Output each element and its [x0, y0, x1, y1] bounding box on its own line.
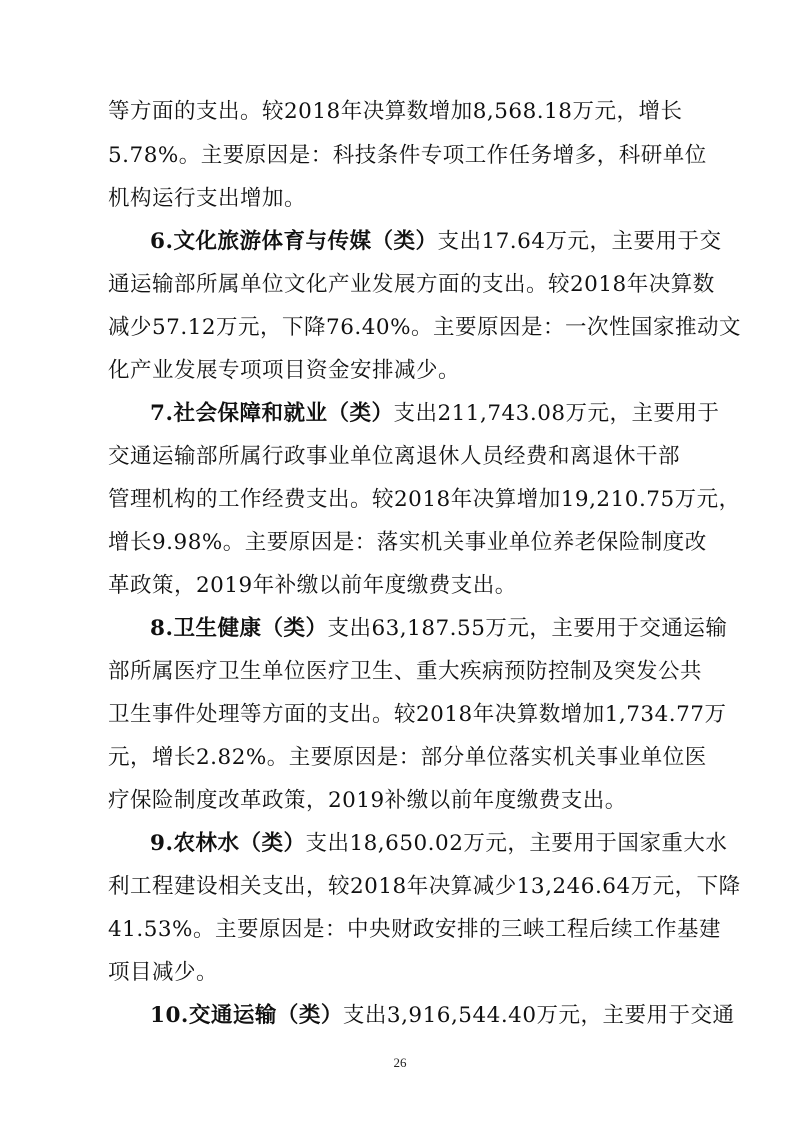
text-line	[108, 699, 727, 731]
section-heading-line	[150, 1000, 735, 1032]
section-heading-line	[150, 828, 728, 860]
section-heading: 9.农林水（类）	[150, 831, 306, 856]
text-line	[108, 914, 721, 946]
line-text: 支出3,916,544.40万元，主要用于交通	[342, 1003, 735, 1028]
section-heading-line	[150, 613, 728, 645]
text-line	[108, 484, 741, 516]
page-number: 26	[393, 1055, 407, 1070]
text-line	[108, 140, 708, 172]
line-text: 支出211,743.08万元，主要用于	[393, 401, 720, 426]
line-text: 支出17.64万元，主要用于交	[437, 229, 722, 254]
text-line	[108, 183, 708, 215]
line-text: 41.53%。主要原因是：中央财政安排的三峡工程后续工作基建	[108, 917, 721, 942]
text-line	[108, 96, 708, 128]
line-text: 通运输部所属单位文化产业发展方面的支出。较2018年决算数	[108, 272, 715, 297]
text-line	[108, 871, 741, 903]
text-line	[108, 570, 708, 602]
section-heading: 7.社会保障和就业（类）	[150, 401, 394, 426]
text-line	[108, 742, 708, 774]
text-line	[108, 269, 715, 301]
text-line	[108, 312, 742, 344]
section-heading: 10.交通运输（类）	[150, 1003, 343, 1028]
line-text: 管理机构的工作经费支出。较2018年决算增加19,210.75万元，	[108, 487, 741, 512]
line-text: 疗保险制度改革政策，2019补缴以前年度缴费支出。	[108, 788, 627, 813]
section-heading: 8.卫生健康（类）	[150, 616, 328, 641]
line-text: 支出63,187.55万元，主要用于交通运输	[327, 616, 728, 641]
line-text: 5.78%。主要原因是：科技条件专项工作任务增多，科研单位	[108, 143, 707, 168]
line-text: 支出18,650.02万元，主要用于国家重大水	[305, 831, 728, 856]
line-text: 项目减少。	[108, 960, 219, 985]
text-line	[108, 527, 708, 559]
text-line	[108, 785, 708, 817]
line-text: 增长9.98%。主要原因是：落实机关事业单位养老保险制度改	[108, 530, 707, 555]
line-text: 元，增长2.82%。主要原因是：部分单位落实机关事业单位医	[108, 745, 707, 770]
section-heading-line	[150, 226, 722, 258]
section-heading-line	[150, 398, 720, 430]
line-text: 卫生事件处理等方面的支出。较2018年决算数增加1,734.77万	[108, 702, 727, 727]
section-heading: 6.文化旅游体育与传媒（类）	[150, 229, 438, 254]
text-line	[108, 355, 708, 387]
line-text: 部所属医疗卫生单位医疗卫生、重大疾病预防控制及突发公共	[108, 659, 703, 684]
line-text: 利工程建设相关支出，较2018年决算减少13,246.64万元，下降	[108, 874, 741, 899]
line-text: 减少57.12万元，下降76.40%。主要原因是：一次性国家推动文	[108, 315, 742, 340]
text-line	[108, 656, 708, 688]
text-line	[108, 957, 708, 989]
line-text: 机构运行支出增加。	[108, 186, 307, 211]
line-text: 革政策，2019年补缴以前年度缴费支出。	[108, 573, 517, 598]
text-line	[108, 441, 708, 473]
line-text: 化产业发展专项项目资金安排减少。	[108, 358, 461, 383]
line-text: 等方面的支出。较2018年决算数增加8,568.18万元，增长	[108, 99, 683, 124]
line-text: 交通运输部所属行政事业单位离退休人员经费和离退休干部	[108, 444, 681, 469]
